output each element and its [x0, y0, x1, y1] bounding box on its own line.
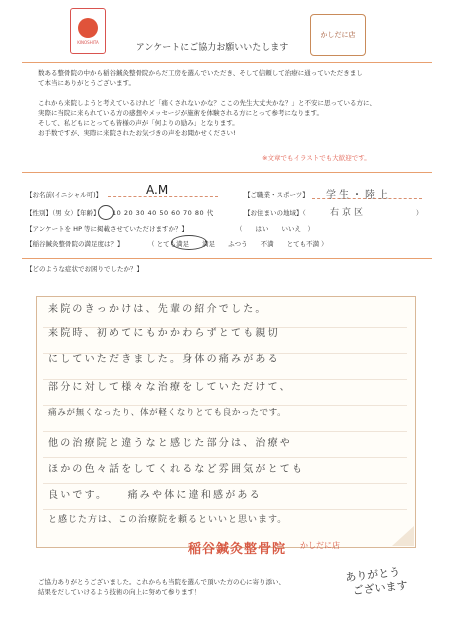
satisfaction-options: （ とても満足 満足 ふつう 不満 とても不満 ）	[148, 240, 328, 248]
divider	[22, 62, 432, 63]
area-label: 【お住まいの地域】（	[244, 209, 306, 217]
arigatou-handwritten	[345, 565, 409, 599]
age-selection-circle	[98, 205, 114, 220]
answer-line-8: 良いです。 痛みや体に違和感がある	[48, 490, 262, 501]
ruled-line	[43, 483, 407, 484]
arigatou-line-1: ありがとう	[344, 565, 401, 585]
intro-line-6-text: お手数ですが、実際に来院されたお気づきの声をお聞かせください!	[38, 129, 236, 137]
branch-logo	[310, 14, 366, 56]
clinic-stamp: 稲谷鍼灸整骨院	[188, 542, 287, 557]
area-close: ）	[416, 209, 423, 217]
name-value: A.M	[146, 183, 169, 197]
intro-line-4: 実際に当院に来られている方の感想やメッセージが施術を体験される方にとって参考になります。	[38, 109, 323, 117]
ruled-line	[43, 457, 407, 458]
name-label: 【お名前(イニシャル可)】	[26, 191, 103, 199]
answer-line-4: 部分に対して様々な治療をしていただけて、	[48, 382, 292, 393]
intro-paragraph-2	[38, 98, 428, 138]
answer-line-5: 痛みが無くなったり、体が軽くなりとても良かったです。	[48, 408, 287, 418]
survey-title: アンケートにご協力お願いいたします	[135, 43, 289, 53]
branch-stamp: かしだに店	[300, 541, 340, 550]
satisfaction-label: 【稲谷鍼灸整骨院の満足度は？】	[26, 240, 124, 248]
intro-line-5: そして、私どもにとっても皆様の声が「何よりの励み」となります。	[38, 119, 239, 127]
intro-line-1: 数ある整骨院の中から稲谷鍼灸整骨院からだ工房を選んでいただき、そして信頼して治療に通っていただきまし	[38, 69, 363, 77]
answer-line-2: 来院時、初めてにもかかわらずとても親切	[48, 328, 280, 339]
answer-line-1: 来院のきっかけは、先輩の紹介でした。	[48, 304, 268, 315]
age-options: 10 20 30 40 50 60 70 80 代	[112, 209, 214, 217]
area-value: 右京区	[330, 208, 367, 218]
divider	[22, 258, 432, 259]
intro-line-3: これから来院しようと考えているけれど「痛くされないかな？ここの先生大丈夫かな？」と不安に思っている方に、	[38, 99, 376, 107]
thanks-line-1: ご協力ありがとうございました。これからも当院を選んで頂いた方の心に寄り添い、	[38, 578, 285, 586]
intro-paragraph-1	[38, 68, 428, 88]
divider	[22, 172, 432, 173]
question-label: 【どのような症状でお困りでしたか？】	[26, 265, 143, 273]
thanks-line-2: 結果をだしていけるよう技術の向上に努めて参ります！	[38, 588, 201, 596]
hp-options: （ はい いいえ ）	[236, 225, 314, 233]
answer-line-3: にしていただきました。身体の痛みがある	[48, 354, 280, 365]
answer-line-7: ほかの色々話をしてくれるなど雰囲気がとても	[48, 464, 305, 475]
intro-note: ※文章でもイラストでも大歓迎です。	[262, 154, 371, 162]
answer-line-6: 他の治療院と違うなと感じた部分は、治療や	[48, 438, 292, 449]
answer-line-9: と感じた方は、この治療院を頼るといいと思います。	[48, 515, 288, 525]
ruled-line	[43, 431, 407, 432]
intro-line-6	[38, 128, 428, 138]
thanks-message	[38, 577, 338, 597]
arigatou-line-2: ございます	[352, 578, 409, 598]
logo-mark-icon	[78, 18, 98, 38]
hp-label: 【アンケートを HP 等に掲載させていただけますか？】	[26, 225, 189, 233]
job-label: 【ご職業・スポーツ】	[244, 191, 309, 199]
logo-text: KINOSHITA	[77, 39, 99, 45]
clinic-logo	[70, 8, 106, 54]
ruled-line	[43, 509, 407, 510]
satisfaction-selection-circle	[171, 235, 207, 250]
job-value: 学生・陸上	[326, 190, 391, 201]
branch-logo-text: かしだに店	[320, 31, 356, 39]
intro-line-2: て本当にありがとうございます。	[38, 79, 135, 87]
gender-age-label: 【性別】（男 女）【年齢】	[26, 209, 100, 217]
